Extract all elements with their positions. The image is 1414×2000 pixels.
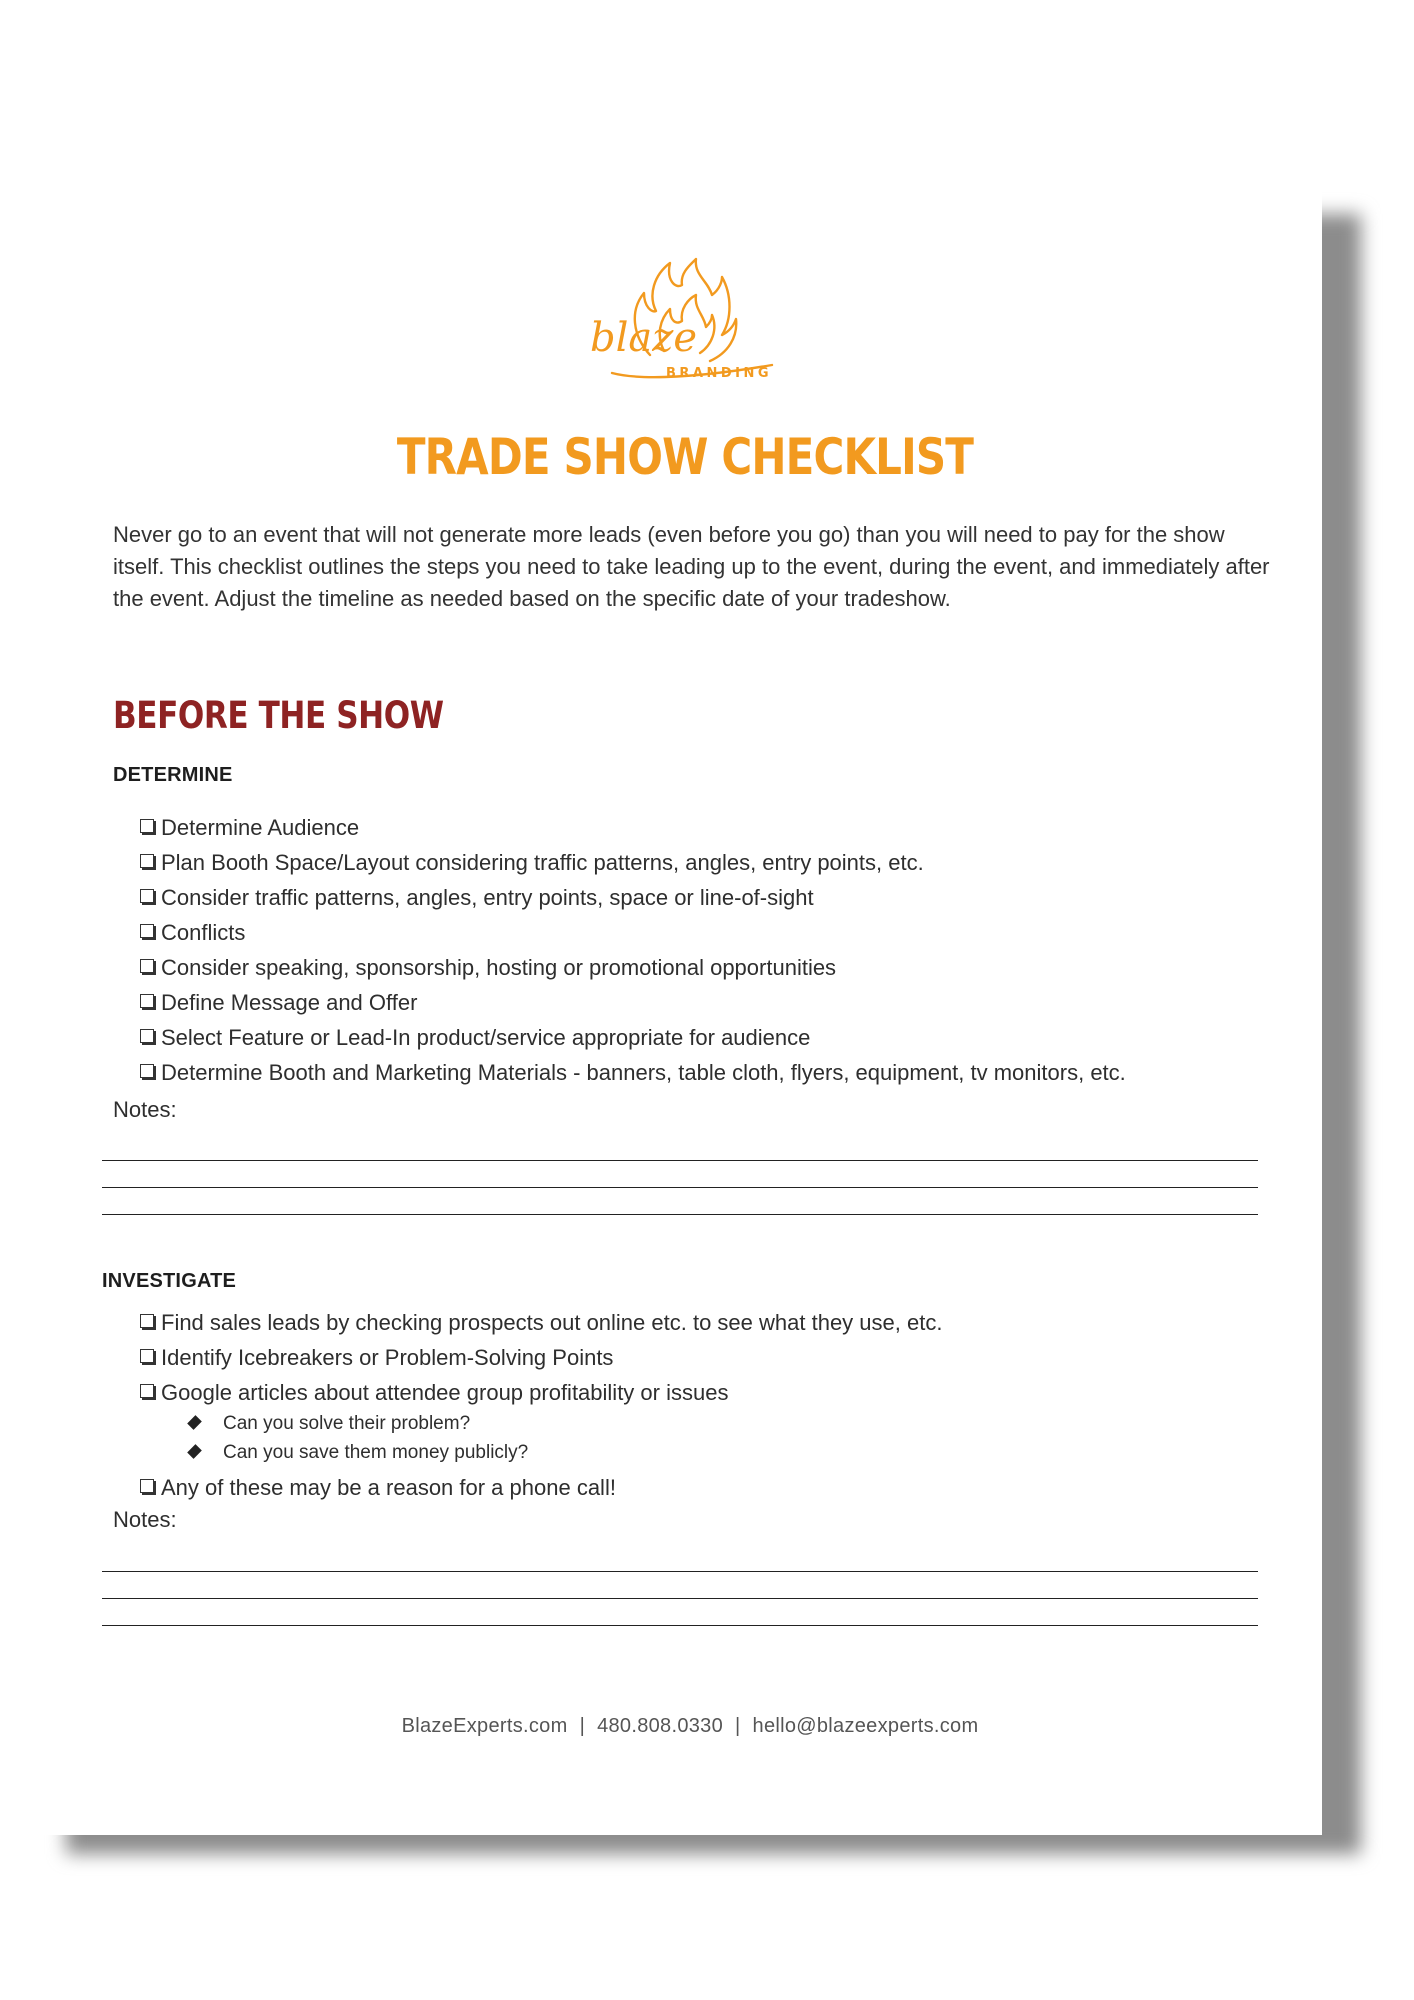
- investigate-checklist-last: [140, 1470, 616, 1505]
- checklist-item[interactable]: Select Feature or Lead-In product/service appropriate for audience: [140, 1020, 1126, 1055]
- checkbox-icon[interactable]: [140, 1479, 154, 1493]
- footer-contact: [0, 1715, 1380, 1738]
- checklist-item[interactable]: Find sales leads by checking prospects out online etc. to see what they use, etc.: [140, 1305, 942, 1340]
- checkbox-icon[interactable]: [140, 1029, 154, 1043]
- intro-paragraph: Never go to an event that will not generate more leads (even before you go) than you will need to pay for the show itself. This checklist outlines the steps you need to take leading up to the event, during the event, and immediately after the event. Adjust the timeline as needed based on the specific date of your tradeshow.: [113, 522, 1270, 611]
- section-title-before-show: BEFORE THE SHOW: [113, 694, 444, 737]
- checkbox-icon[interactable]: [140, 854, 154, 868]
- checkbox-icon[interactable]: [140, 994, 154, 1008]
- investigate-checklist: [140, 1305, 942, 1410]
- sub-list-item: Can you solve their problem?: [186, 1409, 528, 1438]
- footer-email[interactable]: hello@blazeexperts.com: [752, 1715, 979, 1737]
- page-title: TRADE SHOW CHECKLIST: [396, 428, 974, 486]
- logo-word: blaze: [590, 315, 697, 361]
- checkbox-icon[interactable]: [140, 924, 154, 938]
- footer-separator: |: [735, 1715, 741, 1737]
- notes-line[interactable]: [102, 1598, 1258, 1599]
- checklist-item[interactable]: Define Message and Offer: [140, 985, 1126, 1020]
- checklist-item[interactable]: Consider traffic patterns, angles, entry points, space or line-of-sight: [140, 880, 1126, 915]
- investigate-sub-list: [186, 1409, 528, 1467]
- diamond-bullet-icon: [187, 1415, 202, 1430]
- notes-line[interactable]: [102, 1160, 1258, 1161]
- notes-label-determine: Notes:: [113, 1097, 177, 1122]
- checkbox-icon[interactable]: [140, 1349, 154, 1363]
- sub-list-item: Can you save them money publicly?: [186, 1438, 528, 1467]
- checkbox-icon[interactable]: [140, 819, 154, 833]
- footer-phone[interactable]: 480.808.0330: [597, 1715, 724, 1737]
- checklist-item[interactable]: Consider speaking, sponsorship, hosting or promotional opportunities: [140, 950, 1126, 985]
- checklist-item[interactable]: Google articles about attendee group profitability or issues: [140, 1375, 942, 1410]
- checklist-item[interactable]: Determine Booth and Marketing Materials - banners, table cloth, flyers, equipment, tv monitors, etc.: [140, 1055, 1126, 1090]
- notes-line[interactable]: [102, 1571, 1258, 1572]
- checklist-item[interactable]: Identify Icebreakers or Problem-Solving Points: [140, 1340, 942, 1375]
- blaze-branding-logo: [572, 255, 796, 385]
- diamond-bullet-icon: [187, 1444, 202, 1459]
- checkbox-icon[interactable]: [140, 1314, 154, 1328]
- checkbox-icon[interactable]: [140, 1384, 154, 1398]
- checkbox-icon[interactable]: [140, 889, 154, 903]
- footer-website[interactable]: BlazeExperts.com: [401, 1715, 568, 1737]
- checkbox-icon[interactable]: [140, 1064, 154, 1078]
- footer-separator: |: [579, 1715, 586, 1737]
- logo-tagline: BRANDING: [666, 366, 773, 381]
- notes-line[interactable]: [102, 1625, 1258, 1626]
- flame-logo-icon: [572, 255, 796, 385]
- checklist-item[interactable]: Plan Booth Space/Layout considering traffic patterns, angles, entry points, etc.: [140, 845, 1126, 880]
- checklist-item[interactable]: Any of these may be a reason for a phone call!: [140, 1470, 616, 1505]
- checklist-item[interactable]: Determine Audience: [140, 810, 1126, 845]
- subhead-investigate: INVESTIGATE: [102, 1270, 237, 1292]
- determine-checklist: [140, 810, 1126, 1090]
- checkbox-icon[interactable]: [140, 959, 154, 973]
- subhead-determine: DETERMINE: [113, 764, 233, 786]
- notes-label-investigate: Notes:: [113, 1507, 177, 1532]
- notes-line[interactable]: [102, 1187, 1258, 1188]
- checklist-item[interactable]: Conflicts: [140, 915, 1126, 950]
- notes-line[interactable]: [102, 1214, 1258, 1215]
